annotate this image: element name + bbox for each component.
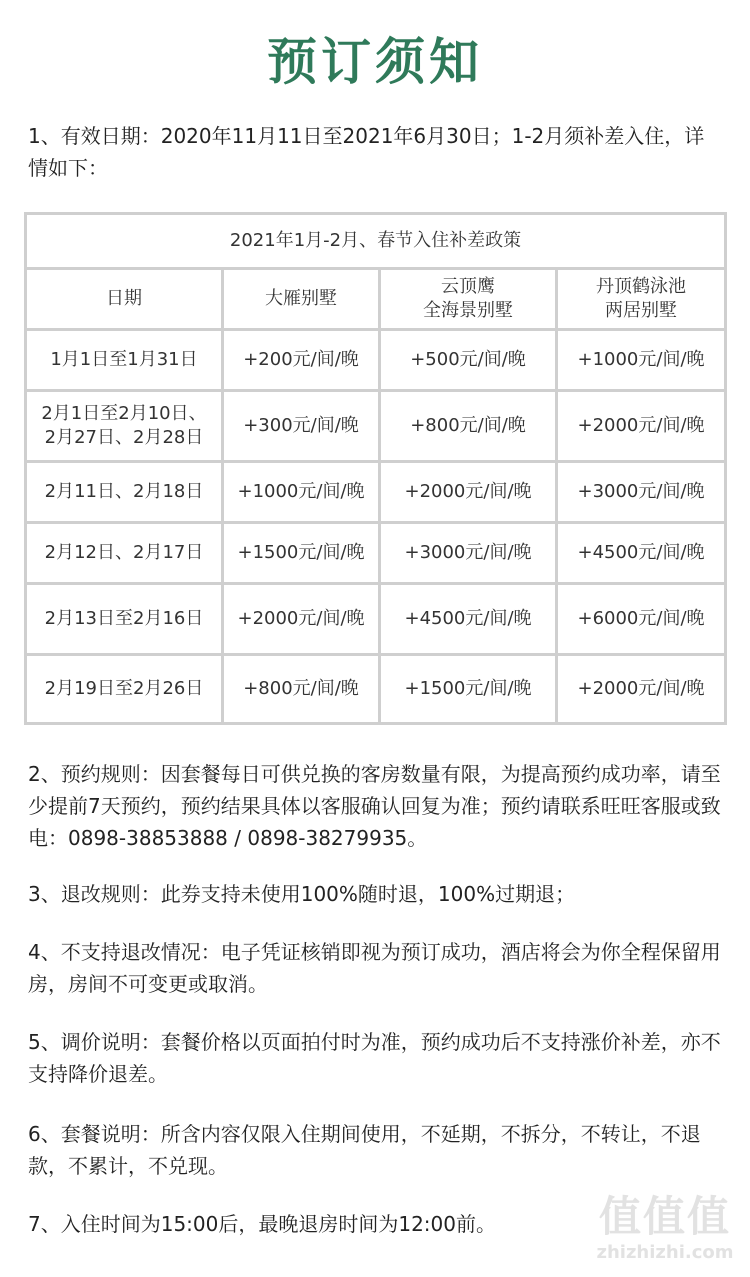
table-row: [27, 392, 724, 460]
price-cell: +800元/间/晚: [224, 656, 378, 722]
watermark: [590, 1192, 740, 1264]
price-cell: +2000元/间/晚: [224, 585, 378, 653]
note-checkin-time: 7、入住时间为15:00后，最晚退房时间为12:00前。: [28, 1212, 496, 1236]
note-no-refund-cases: 4、不支持退改情况：电子凭证核销即视为预订成功，酒店将会为你全程保留用房，房间不可变更或取消。: [28, 940, 721, 996]
price-cell: +6000元/间/晚: [558, 585, 724, 653]
date-cell: 2月11日、2月18日: [27, 463, 221, 521]
price-cell: +3000元/间/晚: [381, 524, 555, 582]
price-cell: +200元/间/晚: [224, 331, 378, 389]
note-price-adjustment: 5、调价说明：套餐价格以页面拍付时为准，预约成功后不支持涨价补差，亦不支持降价退差。: [28, 1030, 721, 1086]
header-cell: 大雁别墅: [224, 270, 378, 328]
price-cell: +4500元/间/晚: [558, 524, 724, 582]
price-cell: +1500元/间/晚: [381, 656, 555, 722]
watermark-url: zhizhizhi.com: [596, 1242, 734, 1263]
date-cell: 1月1日至1月31日: [27, 331, 221, 389]
watermark-logo: 值值值: [598, 1192, 731, 1241]
table-row: [27, 331, 724, 389]
price-cell: +4500元/间/晚: [381, 585, 555, 653]
table-caption: 2021年1月-2月、春节入住补差政策: [27, 215, 724, 267]
header-cell: 丹顶鹤泳池 两居别墅: [558, 270, 724, 328]
table-row: [27, 463, 724, 521]
page-title: 预订须知: [267, 32, 483, 91]
note-validity: 1、有效日期：2020年11月11日至2021年6月30日；1-2月须补差入住，详情如下：: [28, 124, 705, 180]
surcharge-table: [24, 212, 727, 725]
price-cell: +2000元/间/晚: [558, 656, 724, 722]
price-cell: +1000元/间/晚: [558, 331, 724, 389]
date-cell: 2月19日至2月26日: [27, 656, 221, 722]
header-cell: 云顶鹰 全海景别墅: [381, 270, 555, 328]
table-header-row: [27, 270, 724, 328]
price-cell: +500元/间/晚: [381, 331, 555, 389]
table-row: [27, 585, 724, 653]
price-cell: +3000元/间/晚: [558, 463, 724, 521]
price-cell: +2000元/间/晚: [381, 463, 555, 521]
header-cell: 日期: [27, 270, 221, 328]
price-cell: +800元/间/晚: [381, 392, 555, 460]
note-booking-rules: 2、预约规则：因套餐每日可供兑换的客房数量有限，为提高预约成功率，请至少提前7天预约，预约结果具体以客服确认回复为准；预约请联系旺旺客服或致电：0898-38853888 / 0898-38279935。: [28, 762, 721, 850]
date-cell: 2月13日至2月16日: [27, 585, 221, 653]
note-package-terms: 6、套餐说明：所含内容仅限入住期间使用，不延期，不拆分，不转让，不退款，不累计，不兑现。: [28, 1122, 701, 1178]
date-cell: 2月1日至2月10日、 2月27日、2月28日: [27, 392, 221, 460]
table-row: [27, 656, 724, 722]
price-cell: +2000元/间/晚: [558, 392, 724, 460]
price-cell: +1000元/间/晚: [224, 463, 378, 521]
table-row: [27, 524, 724, 582]
note-refund-rules: 3、退改规则：此券支持未使用100%随时退，100%过期退；: [28, 882, 576, 906]
table-caption-row: [27, 215, 724, 267]
price-cell: +1500元/间/晚: [224, 524, 378, 582]
price-cell: +300元/间/晚: [224, 392, 378, 460]
date-cell: 2月12日、2月17日: [27, 524, 221, 582]
